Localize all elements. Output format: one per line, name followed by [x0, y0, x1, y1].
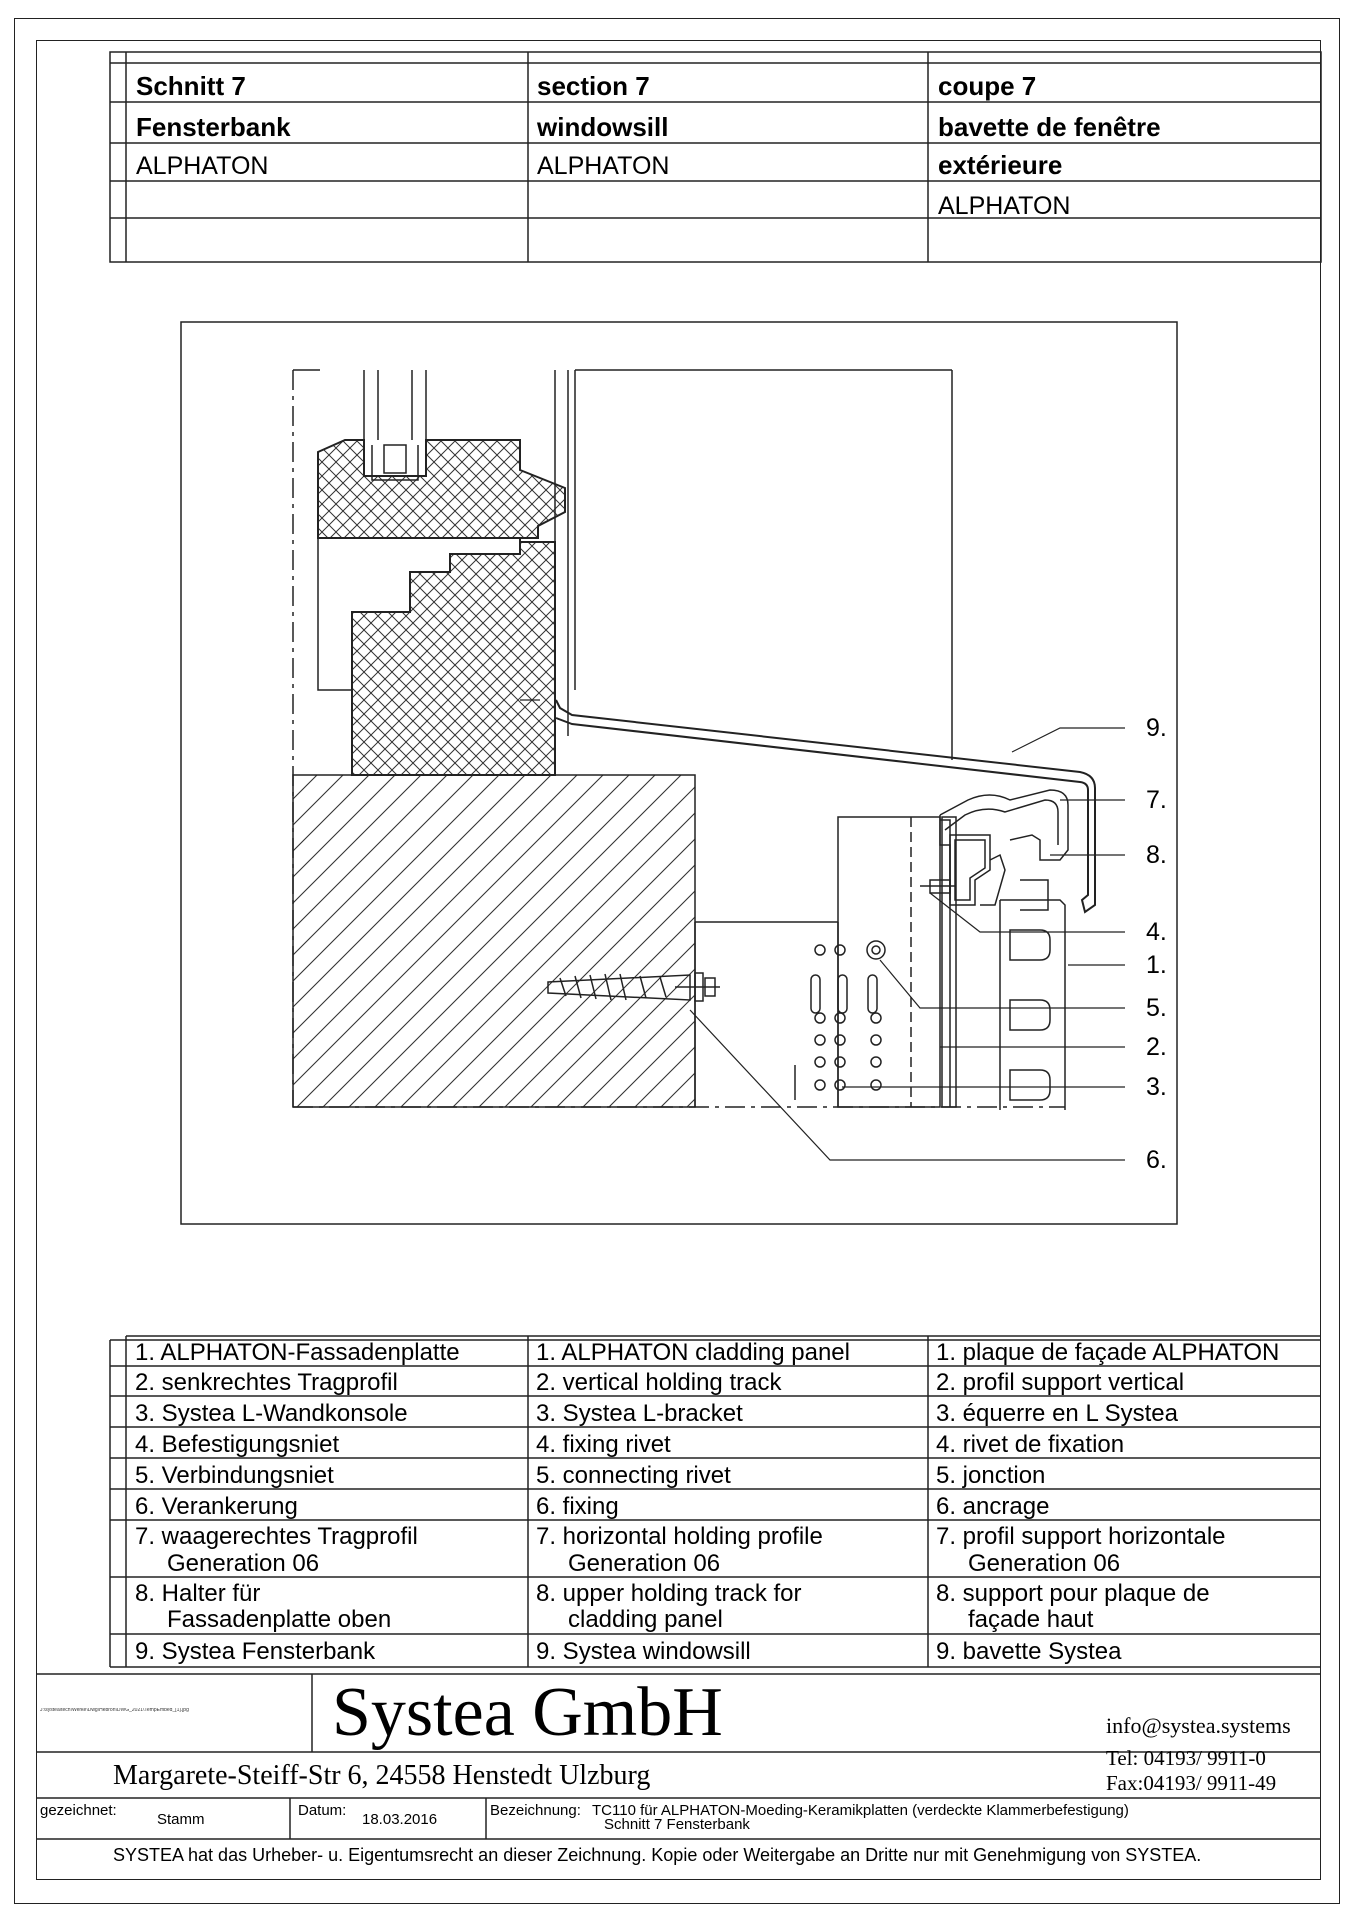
callout-7: 7.: [1146, 786, 1167, 814]
header-en-2: windowsill: [537, 112, 669, 142]
legend-de-8b: Fassadenplatte oben: [167, 1606, 392, 1633]
legend-fr-3: 3. équerre en L Systea: [936, 1400, 1178, 1427]
legend-fr-8: 8. support pour plaque de: [936, 1580, 1210, 1607]
legend-en-6: 6. fixing: [536, 1493, 619, 1520]
header-fr-4: ALPHATON: [938, 192, 1071, 220]
legend-en-1: 1. ALPHATON cladding panel: [536, 1339, 850, 1366]
legend-de-2: 2. senkrechtes Tragprofil: [135, 1369, 398, 1396]
legend-de-8: 8. Halter für: [135, 1580, 261, 1607]
legend-en-8b: cladding panel: [568, 1606, 723, 1633]
legend-fr-8b: façade haut: [968, 1606, 1094, 1633]
legend-fr-7b: Generation 06: [968, 1550, 1121, 1577]
date-value: 18.03.2016: [362, 1811, 438, 1828]
callout-3: 3.: [1146, 1073, 1167, 1101]
window-frame: [318, 440, 565, 775]
date-label: Datum:: [298, 1802, 347, 1819]
description-line-1: TC110 für ALPHATON-Moeding-Keramikplatten (verdeckte Klammerbefestigung): [592, 1802, 1129, 1819]
legend-de-1: 1. ALPHATON-Fassadenplatte: [135, 1339, 460, 1366]
l-bracket: [695, 817, 956, 1107]
description-label: Bezeichnung:: [490, 1802, 581, 1819]
legend-de-7b: Generation 06: [167, 1550, 320, 1577]
drawn-label: gezeichnet:: [40, 1802, 117, 1819]
header-fr-3: extérieure: [938, 150, 1063, 180]
callout-6: 6.: [1146, 1146, 1167, 1174]
glazing: [364, 370, 426, 480]
description-line-2: Schnitt 7 Fensterbank: [604, 1816, 750, 1833]
header-fr-2: bavette de fenêtre: [938, 112, 1161, 142]
callout-2: 2.: [1146, 1033, 1167, 1061]
legend-en-9: 9. Systea windowsill: [536, 1638, 751, 1665]
legend-fr-6: 6. ancrage: [936, 1493, 1050, 1520]
header-de-2: Fensterbank: [136, 112, 291, 142]
company-name: Systea GmbH: [332, 1674, 723, 1751]
callout-5: 5.: [1146, 994, 1167, 1022]
legend-en-7b: Generation 06: [568, 1550, 721, 1577]
legend-de-5: 5. Verbindungsniet: [135, 1462, 334, 1489]
legend-en-5: 5. connecting rivet: [536, 1462, 731, 1489]
header-fr-1: coupe 7: [938, 71, 1037, 101]
legend-en-7: 7. horizontal holding profile: [536, 1523, 823, 1550]
legend-en-2: 2. vertical holding track: [536, 1369, 782, 1396]
callout-9: 9.: [1146, 714, 1167, 742]
header-en-3: ALPHATON: [537, 152, 670, 180]
callout-8: 8.: [1146, 841, 1167, 869]
legend-fr-9: 9. bavette Systea: [936, 1638, 1122, 1665]
address: Margarete-Steiff-Str 6, 24558 Henstedt Ulzburg: [113, 1760, 651, 1791]
header-de-1: Schnitt 7: [136, 71, 246, 101]
legend-de-9: 9. Systea Fensterbank: [135, 1638, 376, 1665]
legend-fr-1: 1. plaque de façade ALPHATON: [936, 1339, 1280, 1366]
legend-en-8: 8. upper holding track for: [536, 1580, 802, 1607]
callout-1: 1.: [1146, 951, 1167, 979]
legend-fr-4: 4. rivet de fixation: [936, 1431, 1125, 1458]
telephone: Tel: 04193/ 9911-0: [1106, 1746, 1266, 1770]
legend-de-4: 4. Befestigungsniet: [135, 1431, 340, 1458]
legend-de-7: 7. waagerechtes Tragprofil: [135, 1523, 418, 1550]
header-de-3: ALPHATON: [136, 152, 269, 180]
fax: Fax:04193/ 9911-49: [1106, 1771, 1277, 1795]
legend-en-3: 3. Systea L-bracket: [536, 1400, 743, 1427]
copyright-notice: SYSTEA hat das Urheber- u. Eigentumsrecht an dieser Zeichnung. Kopie oder Weitergabe an Dritte nur mit Genehmigung von SYSTEA.: [113, 1845, 1202, 1865]
legend-fr-2: 2. profil support vertical: [936, 1369, 1185, 1396]
callout-4: 4.: [1146, 918, 1167, 946]
header-en-1: section 7: [537, 71, 650, 101]
file-path: J:\systea\tech\Werke\Dwg\Hebron\DWG_2021\TempEmbed_[1].jpg: [40, 1708, 189, 1713]
wall-section: [293, 775, 695, 1107]
legend-en-4: 4. fixing rivet: [536, 1431, 671, 1458]
legend-fr-5: 5. jonction: [936, 1462, 1046, 1489]
legend-de-3: 3. Systea L-Wandkonsole: [135, 1400, 408, 1427]
drawn-value: Stamm: [157, 1811, 205, 1828]
legend-fr-7: 7. profil support horizontale: [936, 1523, 1226, 1550]
legend-de-6: 6. Verankerung: [135, 1493, 298, 1520]
email: info@systea.systems: [1106, 1713, 1291, 1738]
